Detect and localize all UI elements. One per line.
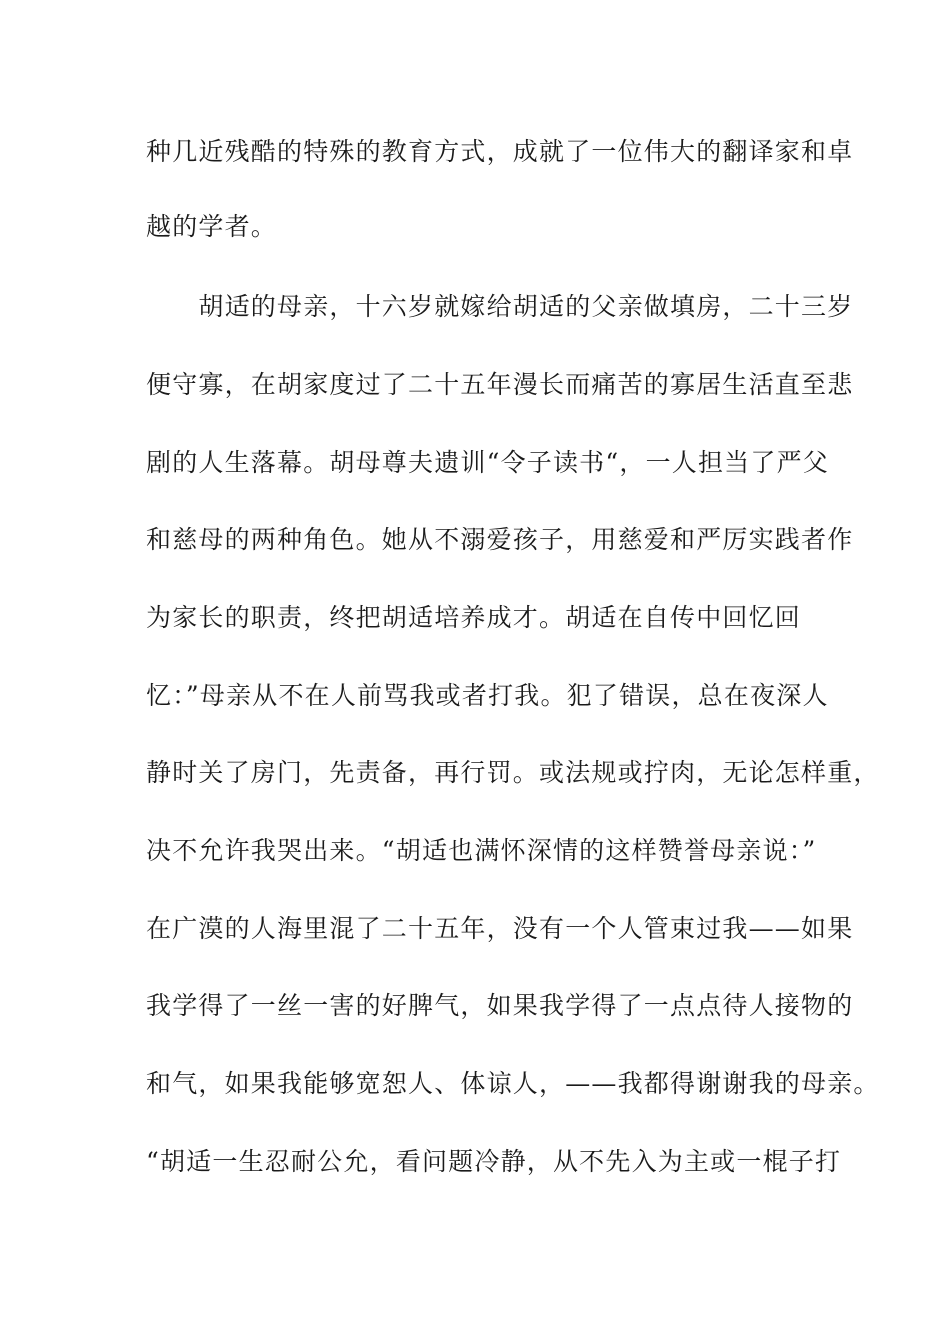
text-line: 忆：”母亲从不在人前骂我或者打我。犯了错误，总在夜深人 xyxy=(146,681,829,710)
text-line: 越的学者。 xyxy=(146,212,278,241)
text-line: 便守寡，在胡家度过了二十五年漫长而痛苦的寡居生活直至悲 xyxy=(146,370,854,399)
text-line: 在广漠的人海里混了二十五年，没有一个人管束过我——如果 xyxy=(146,914,854,943)
text-line: 剧的人生落幕。胡母尊夫遗训“令子读书“，一人担当了严父 xyxy=(146,448,829,477)
text-line: 种几近残酷的特殊的教育方式，成就了一位伟大的翻译家和卓 xyxy=(146,137,854,166)
text-line: 为家长的职责，终把胡适培养成才。胡适在自传中回忆回 xyxy=(146,603,802,632)
text-line: 决不允许我哭出来。“胡适也满怀深情的这样赞誉母亲说：” xyxy=(146,836,817,865)
text-line: 静时关了房门，先责备，再行罚。或法规或拧肉，无论怎样重， xyxy=(146,758,880,787)
text-line: 胡适的母亲，十六岁就嫁给胡适的父亲做填房，二十三岁 xyxy=(146,292,854,321)
text-line: 我学得了一丝一害的好脾气，如果我学得了一点点待人接物的 xyxy=(146,991,854,1020)
text-line: 和慈母的两种角色。她从不溺爱孩子，用慈爱和严厉实践者作 xyxy=(146,525,854,554)
text-line: “胡适一生忍耐公允，看问题冷静，从不先入为主或一棍子打 xyxy=(146,1147,842,1176)
text-line: 和气，如果我能够宽恕人、体谅人，——我都得谢谢我的母亲。 xyxy=(146,1069,880,1098)
